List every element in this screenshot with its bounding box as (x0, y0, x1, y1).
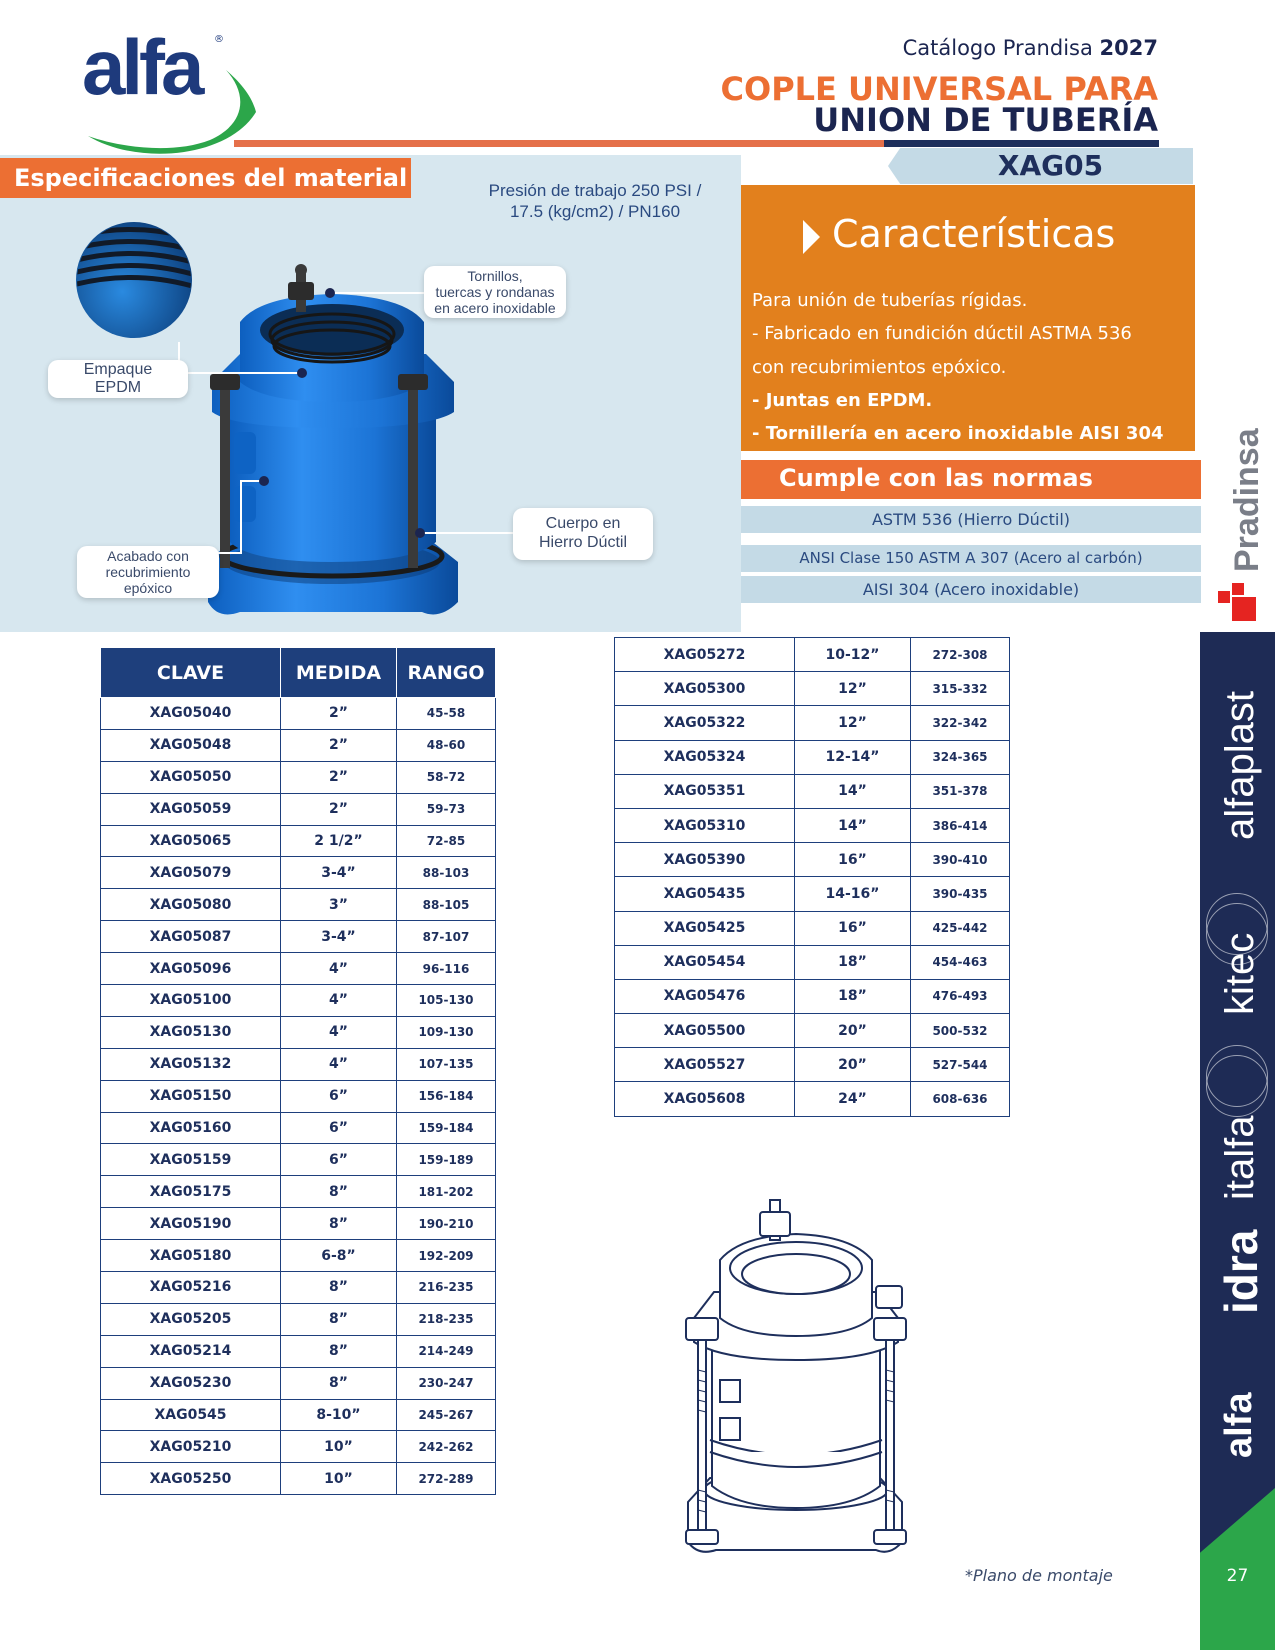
cell-rango: 351-378 (911, 774, 1010, 808)
cell-clave: XAG05216 (101, 1272, 281, 1304)
cell-medida: 4” (281, 1048, 397, 1080)
cell-medida: 2” (281, 761, 397, 793)
cell-clave: XAG05250 (101, 1463, 281, 1495)
cell-rango: 476-493 (911, 979, 1010, 1013)
cell-clave: XAG05159 (101, 1144, 281, 1176)
cell-medida: 14-16” (795, 877, 911, 911)
cell-clave: XAG05214 (101, 1335, 281, 1367)
callout-acabado-line2: recubrimiento (105, 564, 191, 580)
cell-clave: XAG05160 (101, 1112, 281, 1144)
cell-rango: 159-189 (397, 1144, 496, 1176)
characteristic-line-5: - Tornillería en acero inoxidable AISI 304 (752, 423, 1164, 444)
cell-clave: XAG05080 (101, 889, 281, 921)
callout-empaque-line1: Empaque (83, 361, 153, 378)
callout-empaque (48, 360, 188, 398)
cell-medida: 4” (281, 1016, 397, 1048)
cell-rango: 109-130 (397, 1016, 496, 1048)
cell-medida: 6” (281, 1144, 397, 1176)
cell-rango: 216-235 (397, 1272, 496, 1304)
callout-tornillos-line2: tuercas y rondanas (435, 284, 555, 300)
cell-rango: 218-235 (397, 1303, 496, 1335)
cell-medida: 4” (281, 953, 397, 985)
table-row (615, 911, 1010, 945)
callout-cuerpo-line2: Hierro Dúctil (538, 534, 627, 551)
cell-medida: 20” (795, 1014, 911, 1048)
header-medida: MEDIDA (281, 648, 397, 698)
callout-empaque-line2: EPDM (94, 379, 142, 396)
cell-rango: 190-210 (397, 1208, 496, 1240)
table-row (101, 1016, 496, 1048)
cell-clave: XAG05079 (101, 857, 281, 889)
table-row (101, 793, 496, 825)
table-row (615, 877, 1010, 911)
header-rule-navy (884, 140, 1159, 147)
cell-medida: 8” (281, 1176, 397, 1208)
cell-medida: 14” (795, 808, 911, 842)
table-row (615, 1082, 1010, 1116)
cell-clave: XAG05150 (101, 1080, 281, 1112)
cell-medida: 18” (795, 945, 911, 979)
cell-rango: 425-442 (911, 911, 1010, 945)
cell-rango: 88-105 (397, 889, 496, 921)
table-row (615, 638, 1010, 672)
table-row (101, 1367, 496, 1399)
cell-medida: 12” (795, 672, 911, 706)
catalog-label (903, 36, 1158, 60)
cell-rango: 454-463 (911, 945, 1010, 979)
brand-alfa: alfa (1218, 1392, 1260, 1458)
cell-medida: 4” (281, 985, 397, 1017)
norm-item-2: ANSI Clase 150 ASTM A 307 (Acero al carbón) (741, 545, 1201, 572)
cell-rango: 242-262 (397, 1431, 496, 1463)
table-row (101, 761, 496, 793)
table-row (101, 985, 496, 1017)
callout-tornillos-line1: Tornillos, (467, 268, 523, 284)
cell-rango: 214-249 (397, 1335, 496, 1367)
callout-tornillos-line3: en acero inoxidable (434, 300, 556, 316)
header-clave: CLAVE (101, 648, 281, 698)
cell-clave: XAG05205 (101, 1303, 281, 1335)
cell-rango: 181-202 (397, 1176, 496, 1208)
cell-rango: 58-72 (397, 761, 496, 793)
cell-clave: XAG05476 (615, 979, 795, 1013)
cell-rango: 87-107 (397, 921, 496, 953)
table-row (101, 857, 496, 889)
table-row (615, 808, 1010, 842)
cell-medida: 12” (795, 706, 911, 740)
product-code: XAG05 (997, 149, 1104, 182)
cell-medida: 8-10” (281, 1399, 397, 1431)
catalog-name: Catálogo Prandisa (902, 36, 1093, 60)
cell-medida: 8” (281, 1303, 397, 1335)
cell-clave: XAG05050 (101, 761, 281, 793)
cell-clave: XAG05190 (101, 1208, 281, 1240)
table-row (615, 1014, 1010, 1048)
table-row (615, 774, 1010, 808)
italfa-ring-icon-2 (1206, 1055, 1268, 1117)
table-row (101, 825, 496, 857)
cell-rango: 88-103 (397, 857, 496, 889)
cell-rango: 230-247 (397, 1367, 496, 1399)
cell-clave: XAG05180 (101, 1240, 281, 1272)
table-row (101, 1112, 496, 1144)
table-row (101, 1080, 496, 1112)
cell-rango: 527-544 (911, 1048, 1010, 1082)
norms-heading: Cumple con las normas (741, 460, 1201, 499)
table-row (101, 1048, 496, 1080)
callout-cuerpo (513, 508, 653, 560)
table-row (101, 729, 496, 761)
cell-rango: 107-135 (397, 1048, 496, 1080)
cell-rango: 72-85 (397, 825, 496, 857)
table-row (101, 1208, 496, 1240)
cell-medida: 16” (795, 843, 911, 877)
product-title-line2: UNION DE TUBERÍA (813, 101, 1158, 139)
callout-cuerpo-line1: Cuerpo en (545, 515, 621, 532)
cell-rango: 159-184 (397, 1112, 496, 1144)
cell-medida: 8” (281, 1208, 397, 1240)
table-row (615, 843, 1010, 877)
table-row (101, 1272, 496, 1304)
table-row (101, 1431, 496, 1463)
cell-clave: XAG05454 (615, 945, 795, 979)
cell-clave: XAG05040 (101, 698, 281, 730)
table-row (615, 979, 1010, 1013)
cell-clave: XAG05608 (615, 1082, 795, 1116)
brand-italfa: italfa (1218, 1115, 1262, 1200)
product-title-line1: COPLE UNIVERSAL PARA (720, 70, 1158, 108)
cell-medida: 10” (281, 1463, 397, 1495)
cell-medida: 6” (281, 1112, 397, 1144)
cell-medida: 2” (281, 698, 397, 730)
cell-clave: XAG05272 (615, 638, 795, 672)
cell-rango: 96-116 (397, 953, 496, 985)
cell-rango: 315-332 (911, 672, 1010, 706)
table-row (101, 889, 496, 921)
cell-medida: 14” (795, 774, 911, 808)
cell-rango: 245-267 (397, 1399, 496, 1431)
cell-rango: 192-209 (397, 1240, 496, 1272)
cell-medida: 12-14” (795, 740, 911, 774)
cell-rango: 324-365 (911, 740, 1010, 774)
cell-medida: 3-4” (281, 921, 397, 953)
table-row (615, 706, 1010, 740)
cell-clave: XAG05130 (101, 1016, 281, 1048)
table-row (615, 1048, 1010, 1082)
brand-pradinsa: Pradinsa (1228, 428, 1266, 572)
brand-idra: idra (1215, 1229, 1267, 1314)
cell-medida: 2” (281, 793, 397, 825)
characteristics-title: Características (832, 212, 1116, 256)
table-row (615, 740, 1010, 774)
brand-kitec: kitec (1218, 932, 1262, 1015)
cell-clave: XAG05500 (615, 1014, 795, 1048)
cell-medida: 6” (281, 1080, 397, 1112)
cell-clave: XAG05175 (101, 1176, 281, 1208)
characteristic-line-4: - Juntas en EPDM. (752, 390, 933, 411)
pressure-line-2: 17.5 (kg/cm2) / PN160 (509, 202, 681, 221)
cell-medida: 10-12” (795, 638, 911, 672)
cell-clave: XAG05096 (101, 953, 281, 985)
cell-medida: 18” (795, 979, 911, 1013)
callout-acabado-line3: epóxico (123, 580, 173, 596)
table-row (615, 672, 1010, 706)
cell-medida: 3” (281, 889, 397, 921)
cell-medida: 8” (281, 1272, 397, 1304)
table-row (101, 1176, 496, 1208)
cell-clave: XAG05230 (101, 1367, 281, 1399)
cell-clave: XAG05132 (101, 1048, 281, 1080)
header-rango: RANGO (397, 648, 496, 698)
characteristic-line-2: - Fabricado en fundición dúctil ASTMA 536 (752, 323, 1132, 344)
table-row (101, 698, 496, 730)
table-row (101, 921, 496, 953)
cell-rango: 272-308 (911, 638, 1010, 672)
callout-acabado (77, 546, 219, 598)
cell-rango: 272-289 (397, 1463, 496, 1495)
logo-registered-mark: ® (214, 34, 224, 45)
table-row (101, 1399, 496, 1431)
cell-medida: 16” (795, 911, 911, 945)
callout-acabado-line1: Acabado con (107, 548, 189, 564)
cell-medida: 20” (795, 1048, 911, 1082)
pressure-line-1: Presión de trabajo 250 PSI / (488, 181, 702, 200)
cell-rango: 59-73 (397, 793, 496, 825)
table-row (101, 1335, 496, 1367)
cell-clave: XAG05425 (615, 911, 795, 945)
cell-rango: 156-184 (397, 1080, 496, 1112)
cell-medida: 8” (281, 1335, 397, 1367)
table-row (101, 1144, 496, 1176)
spec-table-right (614, 637, 1010, 1117)
cell-clave: XAG05351 (615, 774, 795, 808)
cell-rango: 48-60 (397, 729, 496, 761)
cell-clave: XAG05310 (615, 808, 795, 842)
table-header-row (101, 648, 496, 698)
logo-wordmark: alfa (82, 23, 201, 111)
cell-clave: XAG05527 (615, 1048, 795, 1082)
spec-table-left (100, 647, 496, 1495)
cell-medida: 2 1/2” (281, 825, 397, 857)
cell-clave: XAG05210 (101, 1431, 281, 1463)
table-row (101, 1303, 496, 1335)
cell-medida: 2” (281, 729, 397, 761)
cell-rango: 105-130 (397, 985, 496, 1017)
brand-alfaplast: alfaplast (1218, 691, 1262, 840)
cell-clave: XAG05100 (101, 985, 281, 1017)
cell-medida: 10” (281, 1431, 397, 1463)
cell-medida: 6-8” (281, 1240, 397, 1272)
characteristic-line-1: Para unión de tuberías rígidas. (752, 290, 1028, 311)
table-row (101, 1240, 496, 1272)
cell-rango: 500-532 (911, 1014, 1010, 1048)
cell-rango: 45-58 (397, 698, 496, 730)
material-spec-heading: Especificaciones del material (0, 158, 411, 198)
cell-clave: XAG05390 (615, 843, 795, 877)
cell-clave: XAG05300 (615, 672, 795, 706)
cell-medida: 3-4” (281, 857, 397, 889)
norm-item-1: ASTM 536 (Hierro Dúctil) (741, 506, 1201, 533)
cell-rango: 386-414 (911, 808, 1010, 842)
table-row (101, 1463, 496, 1495)
cell-rango: 608-636 (911, 1082, 1010, 1116)
norm-item-3: AISI 304 (Acero inoxidable) (741, 576, 1201, 603)
cell-medida: 8” (281, 1367, 397, 1399)
cell-clave: XAG05324 (615, 740, 795, 774)
assembly-plan-note: *Plano de montaje (965, 1566, 1113, 1585)
pradinsa-mark-icon (1218, 583, 1258, 623)
cell-clave: XAG05048 (101, 729, 281, 761)
table-row (101, 953, 496, 985)
table-row (615, 945, 1010, 979)
cell-clave: XAG05065 (101, 825, 281, 857)
cell-clave: XAG05059 (101, 793, 281, 825)
play-arrow-icon (803, 220, 820, 254)
cell-clave: XAG05087 (101, 921, 281, 953)
callout-tornillos (424, 266, 566, 318)
assembly-line-drawing (680, 1190, 920, 1565)
cell-rango: 390-410 (911, 843, 1010, 877)
cell-clave: XAG05435 (615, 877, 795, 911)
cell-clave: XAG0545 (101, 1399, 281, 1431)
cell-medida: 24” (795, 1082, 911, 1116)
cell-rango: 322-342 (911, 706, 1010, 740)
cell-rango: 390-435 (911, 877, 1010, 911)
catalog-year: 2027 (1099, 36, 1158, 60)
characteristic-line-3: con recubrimientos epóxico. (752, 357, 1007, 378)
cell-clave: XAG05322 (615, 706, 795, 740)
page-number: 27 (1226, 1566, 1249, 1586)
